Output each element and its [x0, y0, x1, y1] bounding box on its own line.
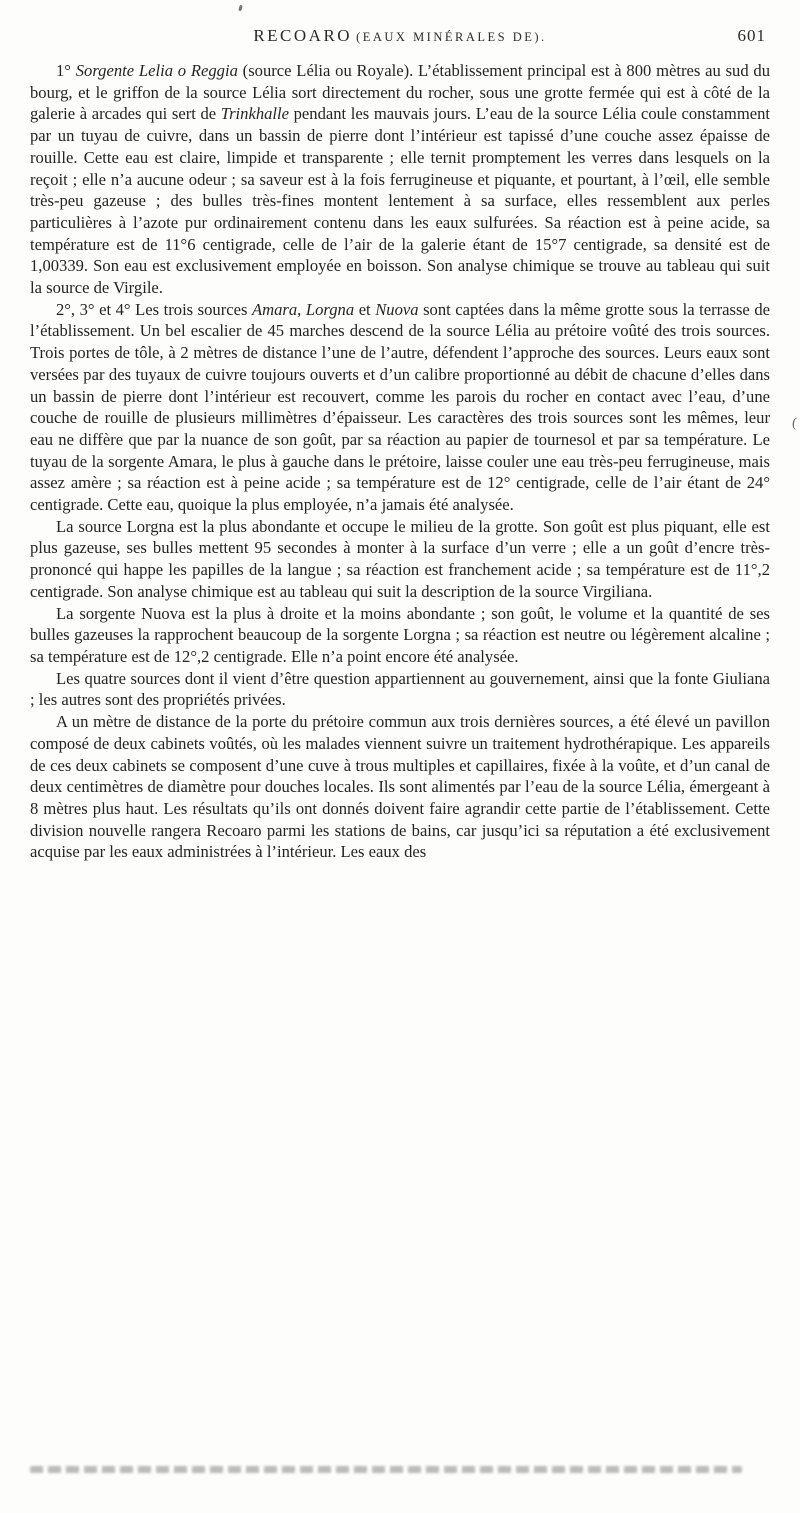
italic-text-run: Trinkhalle [220, 104, 290, 124]
paragraph [30, 516, 770, 603]
running-header [0, 26, 800, 50]
paragraph [30, 668, 770, 711]
scan-speck-artifact [238, 5, 242, 12]
text-run: 1° [56, 61, 76, 80]
text-run: , [297, 299, 306, 319]
header-title-main: RECOARO [253, 26, 353, 45]
paragraph [30, 603, 770, 668]
italic-text-run: Nuova [375, 299, 419, 319]
text-run: pendant les mauvais jours. L’eau de la source Lélia coule constamment par un tuyau de cuivre, dans un bassin de pierre dont l’intérieur est tapissé d’une couche assez épaisse de rouille. Cette eau est claire, limpide et transparente ; elle ternit promptement les verres dans lesquels on la reçoit ; elle n’a aucune odeur ; sa saveur est à la fois ferrugineuse et piquante, et pourtant, à l’œil, elle semble très-peu gazeuse ; des bulles très-fines montent lentement à sa surface, elles ressemblent aux perles particulières à l’azote pur ordinairement contenu dans les eaux sulfurées. Sa réaction est à peine acide, sa température est de 11°6 centigrade, celle de l’air de la galerie étant de 15°7 centigrade, sa densité est de 1,00339. Son eau est exclusivement employée en boisson. Son analyse chimique se trouve au tableau qui suit la source de Virgile. [30, 104, 770, 298]
header-title-sub: (EAUX MINÉRALES DE). [356, 30, 547, 44]
scan-margin-artifact: ( [791, 415, 798, 432]
paragraph [30, 60, 770, 299]
paragraph [30, 299, 770, 516]
header-title [0, 26, 800, 46]
text-run: La sorgente Nuova est la plus à droite et la moins abondante ; son goût, le volume et la quantité de ses bulles gazeuses la rapprochent beaucoup de la sorgente Lorgna ; sa réaction est neutre ou légèrement alcaline ; sa température est de 12°,2 centigrade. Elle n’a point encore été analysée. [30, 603, 770, 666]
text-run: 2°, 3° et 4° Les trois sources [56, 299, 252, 319]
italic-text-run: Amara [252, 299, 298, 319]
text-run: A un mètre de distance de la porte du prétoire commun aux trois dernières sources, a été élevé un pavillon composé de deux cabinets voûtés, où les malades viennent suivre un traitement hydrothérapique. Les appareils de ces deux cabinets se composent d’une cuve à trous multiples et capillaires, fixée à la voûte, et d’un canal de deux centimètres de diamètre pour douches locales. Ils sont alimentés par l’eau de la source Lélia, émergeant à 8 mètres plus haut. Les résultats qu’ils ont donnés doivent faire agrandir cette partie de l’établissement. Cette division nouvelle rangera Recoaro parmi les stations de bains, car jusqu’ici sa réputation a été exclusivement acquise par les eaux administrées à l’intérieur. Les eaux des [30, 712, 770, 862]
paragraph [30, 711, 770, 863]
print-artifact-line [30, 1466, 742, 1473]
text-run: La source Lorgna est la plus abondante et occupe le milieu de la grotte. Son goût est plus piquant, elle est plus gazeuse, ses bulles mettent 95 secondes à monter à la surface d’un verre ; elle a un goût d’encre très-prononcé qui happe les papilles de la langue ; sa réaction est franchement acide ; sa température est de 11°,2 centigrade. Son analyse chimique est au tableau qui suit la description de la source Virgiliana. [30, 516, 770, 601]
italic-text-run: Sorgente Lelia o Reggia [75, 61, 238, 80]
text-run: et [354, 299, 376, 319]
page-body [30, 60, 770, 863]
text-run: sont captées dans la même grotte sous la terrasse de l’établissement. Un bel escalier de 45 marches descend de la source Lélia au prétoire voûté des trois sources. Trois portes de tôle, à 2 mètres de distance l’une de l’autre, défendent l’approche des sources. Leurs eaux sont versées par des tuyaux de cuivre toujours ouverts et d’un calibre proportionné au débit de chacune d’elles dans un bassin de pierre dont l’intérieur est recouvert, comme les parois du rocher en contact avec l’eau, d’une couche de rouille de plusieurs millimètres d’épaisseur. Les caractères des trois sources sont les mêmes, leur eau ne diffère que par la nuance de son goût, par sa réaction au papier de tournesol et par sa température. Le tuyau de la sorgente Amara, le plus à gauche dans le prétoire, laisse couler une eau très-peu ferrugineuse, mais assez amère ; sa réaction est à peine acide ; sa température est de 12° centigrade, celle de l’air étant de 24° centigrade. Cette eau, quoique la plus employée, n’a jamais été analysée. [30, 299, 770, 515]
page-number: 601 [737, 26, 766, 45]
italic-text-run: Lorgna [305, 299, 355, 319]
text-run: (source Lélia ou Royale). L’établissement principal est à 800 mètres au sud du bourg, et le griffon de la source Lélia sort directement du rocher, sous une grotte fermée qui est à côté de la galerie à arcades qui sert de [30, 61, 770, 124]
text-run: Les quatre sources dont il vient d’être question appartiennent au gouvernement, ainsi que la fonte Giuliana ; les autres sont des propriétés privées. [30, 668, 770, 710]
